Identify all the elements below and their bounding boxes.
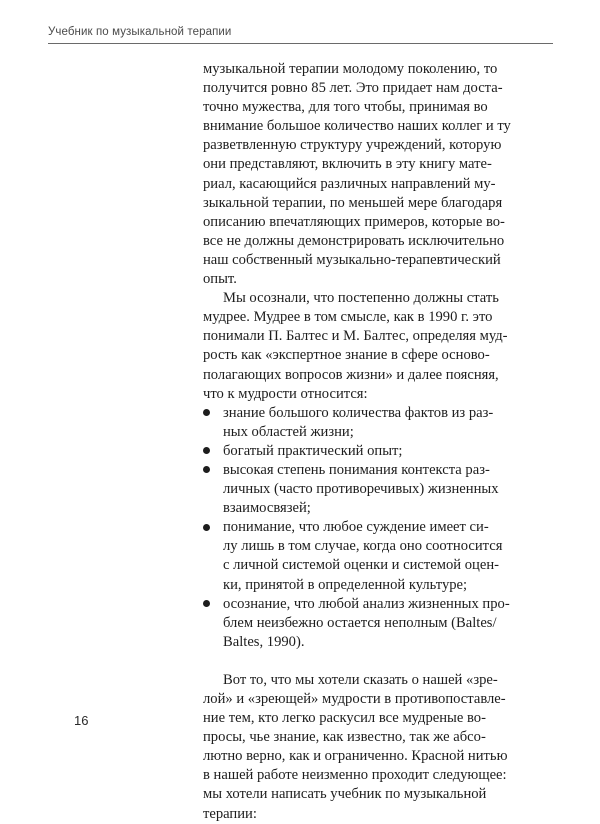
text-line: понимали П. Балтес и М. Балтес, определяя муд-: [203, 328, 508, 345]
list-item: [203, 404, 515, 442]
text-line: опыт.: [203, 271, 237, 288]
text-line: лютно верно, как и ограниченно. Красной нитью: [203, 748, 508, 765]
text-line: блем неизбежно остается неполным (Baltes/: [223, 614, 497, 631]
text-line: знание большого количества фактов из раз-: [223, 404, 494, 421]
text-line: описанию впечатляющих примеров, которые во-: [203, 213, 505, 230]
text-line: все не должны демонстрировать исключительно: [203, 232, 505, 249]
paragraph-conclusion: [203, 671, 515, 824]
bullet-list: [203, 404, 515, 652]
paragraph-wisdom: [203, 289, 515, 404]
text-line: что к мудрости относится:: [203, 385, 368, 402]
text-line: ки, принятой в определенной культуре;: [223, 576, 468, 593]
page-body: [203, 60, 515, 824]
header-rule: [48, 43, 553, 44]
paragraph-continuation: [203, 60, 515, 289]
page-number: 16: [74, 713, 89, 728]
text-line: понимание, что любое суждение имеет си-: [223, 519, 489, 536]
list-item: [203, 442, 515, 461]
text-line: в нашей работе неизменно проходит следующее:: [203, 767, 507, 784]
text-line: личных (часто противоречивых) жизненных: [223, 481, 499, 498]
list-item: [203, 518, 515, 594]
running-header: Учебник по музыкальной терапии: [48, 26, 232, 38]
list-item: [203, 461, 515, 518]
text-line: риал, касающийся различных направлений му-: [203, 175, 496, 192]
text-line: Мы осознали, что постепенно должны стать: [223, 290, 499, 307]
bullet-icon: [203, 466, 210, 473]
text-line: лой» и «зреющей» мудрости в противопоставле-: [203, 691, 506, 707]
paragraph-gap: [203, 652, 515, 671]
text-line: рость как «экспертное знание в сфере осново-: [203, 347, 490, 364]
text-line: лу лишь в том случае, когда оно соотносится: [223, 538, 503, 555]
text-line: высокая степень понимания контекста раз-: [223, 461, 490, 478]
text-line: осознание, что любой анализ жизненных про-: [223, 595, 510, 612]
text-line: ние тем, кто легко раскусил все мудреные во-: [203, 710, 486, 727]
text-line: они представляют, включить в эту книгу мате-: [203, 156, 492, 173]
bullet-icon: [203, 600, 210, 607]
text-line: Baltes, 1990).: [223, 633, 305, 650]
text-line: ных областей жизни;: [223, 423, 354, 440]
text-line: внимание большое количество наших коллег и ту: [203, 118, 511, 135]
text-line: взаимосвязей;: [223, 500, 311, 517]
bullet-icon: [203, 524, 210, 531]
bullet-icon: [203, 447, 210, 454]
bullet-icon: [203, 409, 210, 416]
text-line: зыкальной терапии, по меньшей мере благодаря: [203, 194, 503, 211]
text-line: богатый практический опыт;: [223, 442, 403, 459]
text-line: разветвленную структуру учреждений, которую: [203, 137, 502, 154]
text-line: полагающих вопросов жизни» и далее поясняя,: [203, 366, 499, 383]
text-line: точно мужества, для того чтобы, принимая во: [203, 99, 488, 116]
text-line: мудрее. Мудрее в том смысле, как в 1990 г. это: [203, 309, 493, 326]
text-line: просы, чье знание, как известно, так же абсо-: [203, 729, 486, 746]
text-line: музыкальной терапии молодому поколению, то: [203, 61, 498, 77]
text-line: мы хотели написать учебник по музыкальной: [203, 786, 487, 803]
text-line: получится ровно 85 лет. Это придает нам доста-: [203, 80, 503, 97]
text-line: терапии:: [203, 805, 257, 822]
text-line: наш собственный музыкально-терапевтический: [203, 251, 501, 268]
list-item: [203, 595, 515, 652]
text-line: с личной системой оценки и системой оцен-: [223, 557, 499, 574]
text-line: Вот то, что мы хотели сказать о нашей «зре-: [223, 671, 498, 688]
